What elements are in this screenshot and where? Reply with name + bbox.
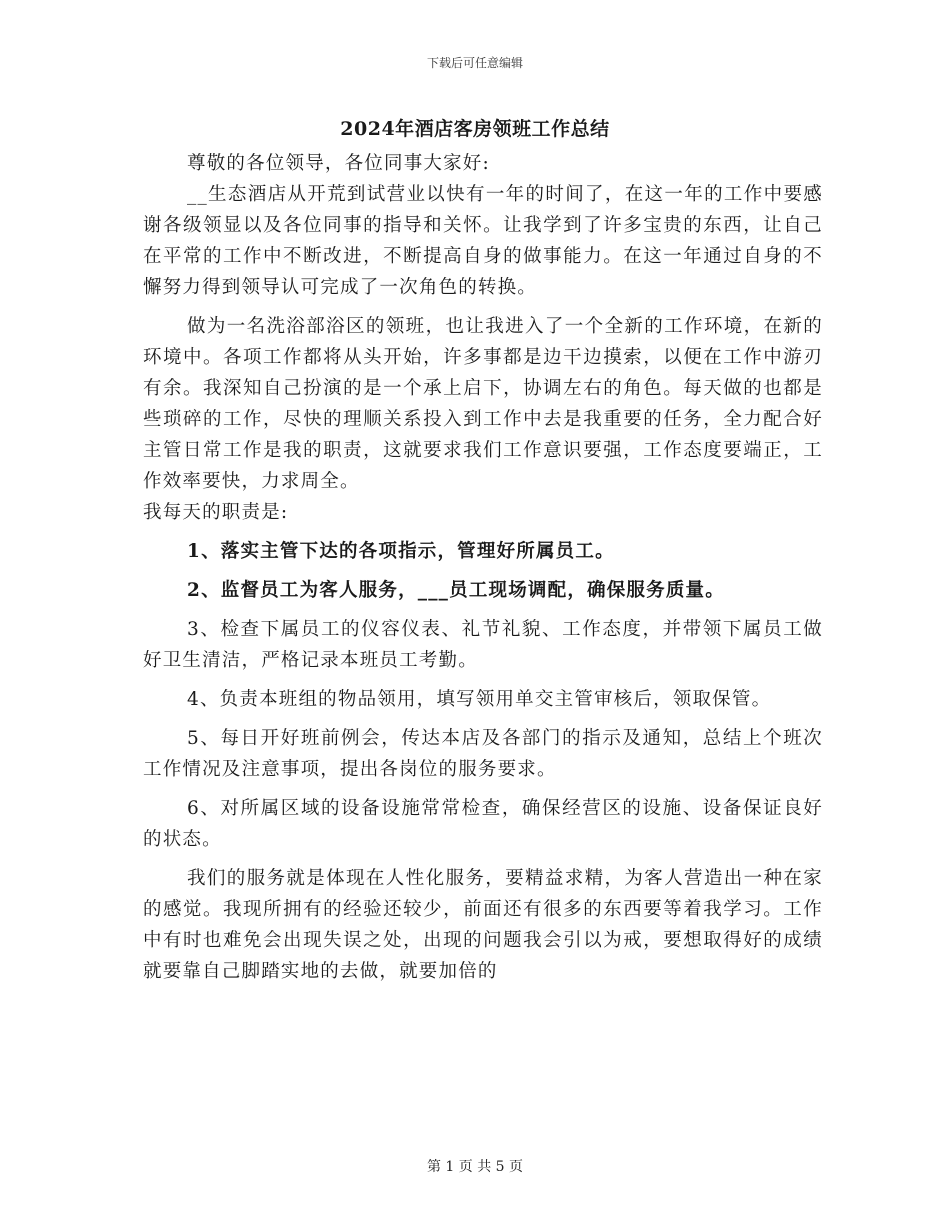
paragraph-intro: __生态酒店从开荒到试营业以快有一年的时间了，在这一年的工作中要感谢各级领显以及各位同事的指导和关怀。让我学到了许多宝贵的东西，让自己在平常的工作中不断改进，不断提高自身的做事能力。在这一年通过自身的不懈努力得到领导认可完成了一次角色的转换。 bbox=[143, 184, 823, 298]
page-number: 第 1 页 共 5 页 bbox=[426, 1159, 524, 1175]
duties-intro: 我每天的职责是: bbox=[143, 502, 289, 523]
duty-item-5: 5、每日开好班前例会，传达本店及各部门的指示及通知，总结上个班次工作情况及注意事项，提出各岗位的服务要求。 bbox=[143, 728, 823, 780]
paragraph-role: 做为一名洗浴部浴区的领班，也让我进入了一个全新的工作环境，在新的环境中。各项工作都将从头开始，许多事都是边干边摸索，以便在工作中游刃有余。我深知自己扮演的是一个承上启下，协调左右的角色。每天做的也都是些琐碎的工作，尽快的理顺关系投入到工作中去是我重要的任务，全力配合好主管日常工作是我的职责，这就要求我们工作意识要强，工作态度要端正，工作效率要快，力求周全。 bbox=[143, 316, 823, 492]
header-note: 下载后可任意编辑 bbox=[426, 56, 523, 70]
duty-item-6: 6、对所属区域的设备设施常常检查，确保经营区的设施、设备保证良好的状态。 bbox=[143, 798, 823, 850]
duty-item-1: 1、落实主管下达的各项指示，管理好所属员工。 bbox=[187, 541, 615, 562]
document-body bbox=[143, 148, 823, 987]
greeting: 尊敬的各位领导，各位同事大家好: bbox=[187, 153, 490, 174]
duty-item-3: 3、检查下属员工的仪容仪表、礼节礼貌、工作态度，并带领下属员工做好卫生清洁，严格记录本班员工考勤。 bbox=[143, 619, 823, 671]
duty-item-4: 4、负责本班组的物品领用，填写领用单交主管审核后，领取保管。 bbox=[187, 689, 772, 710]
duty-item-2: 2、监督员工为客人服务，___员工现场调配，确保服务质量。 bbox=[187, 580, 725, 601]
document-title: 2024年酒店客房领班工作总结 bbox=[340, 118, 610, 140]
paragraph-service: 我们的服务就是体现在人性化服务，要精益求精，为客人营造出一种在家的感觉。我现所拥有的经验还较少，前面还有很多的东西要等着我学习。工作中有时也难免会出现失误之处，出现的问题我会引以为戒，要想取得好的成绩就要靠自己脚踏实地的去做，就要加倍的 bbox=[143, 868, 823, 982]
